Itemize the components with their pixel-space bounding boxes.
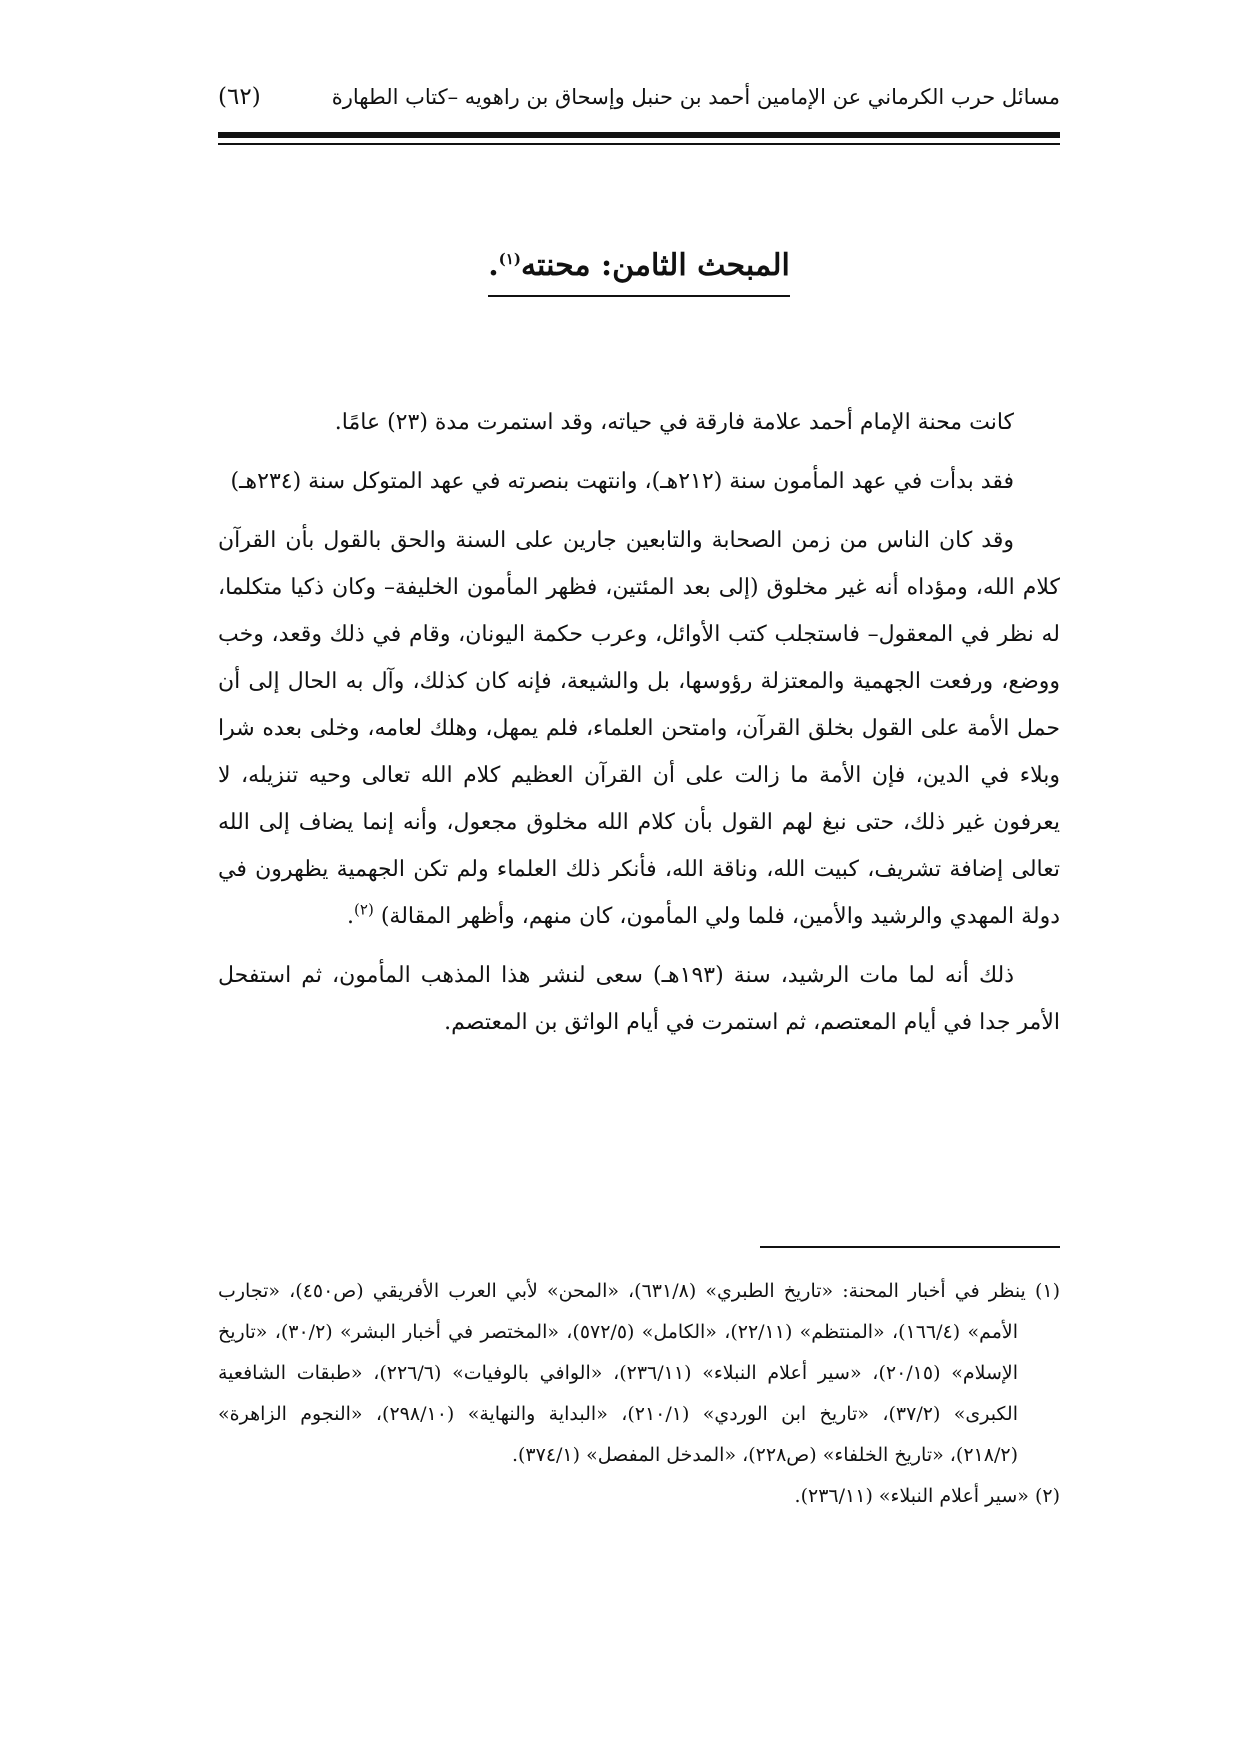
footnote-2-text: «سير أعلام النبلاء» (٢٣٦/١١). — [794, 1485, 1029, 1507]
paragraph-3 — [218, 517, 1060, 940]
header-rule-thick — [218, 132, 1060, 138]
footnote-ref-1[interactable]: (١) — [498, 250, 521, 268]
footnote-ref-2[interactable]: (٢) — [354, 900, 374, 919]
footnote-1 — [218, 1271, 1060, 1476]
header-title: مسائل حرب الكرماني عن الإمامين أحمد بن حنبل وإسحاق بن راهويه –كتاب الطهارة — [331, 85, 1060, 109]
paragraph-3-end: . — [347, 904, 355, 929]
section-title-end: . — [488, 248, 499, 283]
section-title — [488, 248, 790, 297]
section-heading — [218, 248, 1060, 297]
paragraph-1: كانت محنة الإمام أحمد علامة فارقة في حياته، وقد استمرت مدة (٢٣) عامًا. — [334, 410, 1014, 435]
footnotes — [218, 1271, 1060, 1517]
paragraph-2: فقد بدأت في عهد المأمون سنة (٢١٢هـ)، وانتهت بنصرته في عهد المتوكل سنة (٢٣٤هـ) — [230, 469, 1014, 494]
header-rule-thin — [218, 143, 1060, 145]
footnote-2-marker: (٢) — [1034, 1485, 1060, 1507]
footnote-1-marker: (١) — [1034, 1280, 1060, 1302]
paragraph-4: ذلك أنه لما مات الرشيد، سنة (١٩٣هـ) سعى لنشر هذا المذهب المأمون، ثم استفحل الأمر جدا في أيام المعتصم، ثم استمرت في أيام الواثق بن المعتصم. — [218, 963, 1060, 1035]
paragraph-3-text: وقد كان الناس من زمن الصحابة والتابعين جارين على السنة والحق بالقول بأن القرآن كلام الله، ومؤداه أنه غير مخلوق (إلى بعد المئتين، فظهر المأمون الخليفة– وكان ذكيا متكلما، له نظر في المعقول– فاستجلب كتب الأوائل، وعرب حكمة اليونان، وقام في ذلك وقعد، وخب ووضع، ورفعت الجهمية والمعتزلة رؤوسها، بل والشيعة، فإنه كان كذلك، وآل به الحال إلى أن حمل الأمة على القول بخلق القرآن، وامتحن العلماء، فلم يمهل، وهلك لعامه، وخلى بعده شرا وبلاء في الدين، فإن الأمة ما زالت على أن القرآن العظيم كلام الله تعالى وحيه تنزيله، لا يعرفون غير ذلك، حتى نبغ لهم القول بأن كلام الله مخلوق مجعول، وأنه إنما يضاف إلى الله تعالى إضافة تشريف، كبيت الله، وناقة الله، فأنكر ذلك العلماء ولم تكن الجهمية يظهرون في دولة المهدي والرشيد والأمين، فلما ولي المأمون، كان منهم، وأظهر المقالة) — [218, 528, 1060, 929]
main-text — [218, 399, 1060, 1058]
page-number: (٦٢) — [218, 84, 261, 110]
footnote-1-text: ينظر في أخبار المحنة: «تاريخ الطبري» (٦٣١/٨)، «المحن» لأبي العرب الأفريقي (ص٤٥٠)، «تجارب الأمم» (١٦٦/٤)، «المنتظم» (٢٢/١١)، «الكامل» (٥٧٢/٥)، «المختصر في أخبار البشر» (٣٠/٢)، «تاريخ الإسلام» (٢٠/١٥)، «سير أعلام النبلاء» (٢٣٦/١١)، «الوافي بالوفيات» (٢٢٦/٦)، «طبقات الشافعية الكبرى» (٣٧/٢)، «تاريخ ابن الوردي» (٢١٠/١)، «البداية والنهاية» (٢٩٨/١٠)، «النجوم الزاهرة» (٢١٨/٢)، «تاريخ الخلفاء» (ص٢٢٨)، «المدخل المفصل» (٣٧٤/١). — [218, 1280, 1026, 1466]
footnote-2 — [218, 1476, 1060, 1517]
running-header — [218, 84, 1060, 110]
footnote-separator — [760, 1246, 1060, 1248]
section-title-text: المبحث الثامن: محنته — [520, 248, 790, 283]
